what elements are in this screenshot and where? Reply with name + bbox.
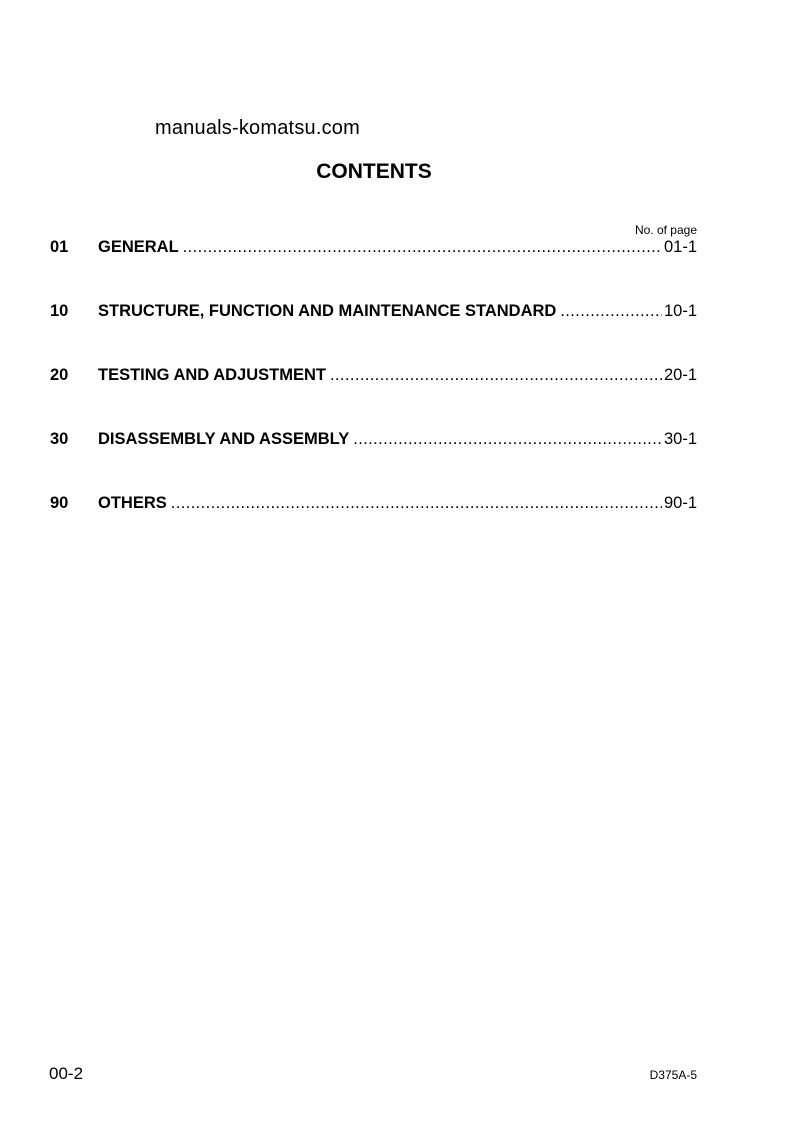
toc-entry-others[interactable] <box>50 494 697 514</box>
column-header-page-number: No. of page <box>634 223 697 237</box>
watermark-text: manuals-komatsu.com <box>155 117 360 139</box>
section-title: DISASSEMBLY AND ASSEMBLY <box>98 430 350 448</box>
dot-leader <box>330 366 662 385</box>
section-page: 10-1 <box>663 302 697 320</box>
dot-leader <box>183 238 662 257</box>
section-page: 01-1 <box>663 238 697 256</box>
footer-page-number: 00-2 <box>49 1064 84 1083</box>
section-title: GENERAL <box>98 238 179 256</box>
section-number: 90 <box>50 494 69 512</box>
section-page: 90-1 <box>663 494 697 512</box>
section-page: 30-1 <box>663 430 697 448</box>
footer-model-code: D375A-5 <box>649 1068 697 1082</box>
dot-leader <box>171 494 662 513</box>
page-title: CONTENTS <box>316 160 432 183</box>
dot-leader <box>560 302 662 321</box>
section-title: TESTING AND ADJUSTMENT <box>98 366 326 384</box>
toc-entry-disassembly-assembly[interactable] <box>50 430 697 450</box>
toc-entry-testing-adjustment[interactable] <box>50 366 697 386</box>
section-number: 01 <box>50 238 69 256</box>
section-number: 30 <box>50 430 69 448</box>
section-number: 10 <box>50 302 69 320</box>
dot-leader <box>353 430 662 449</box>
section-page: 20-1 <box>663 366 697 384</box>
section-title: STRUCTURE, FUNCTION AND MAINTENANCE STANDARD <box>98 302 557 320</box>
toc-entry-structure-function[interactable] <box>50 302 697 322</box>
section-number: 20 <box>50 366 69 384</box>
section-title: OTHERS <box>98 494 167 512</box>
toc-entry-general[interactable] <box>50 238 697 258</box>
